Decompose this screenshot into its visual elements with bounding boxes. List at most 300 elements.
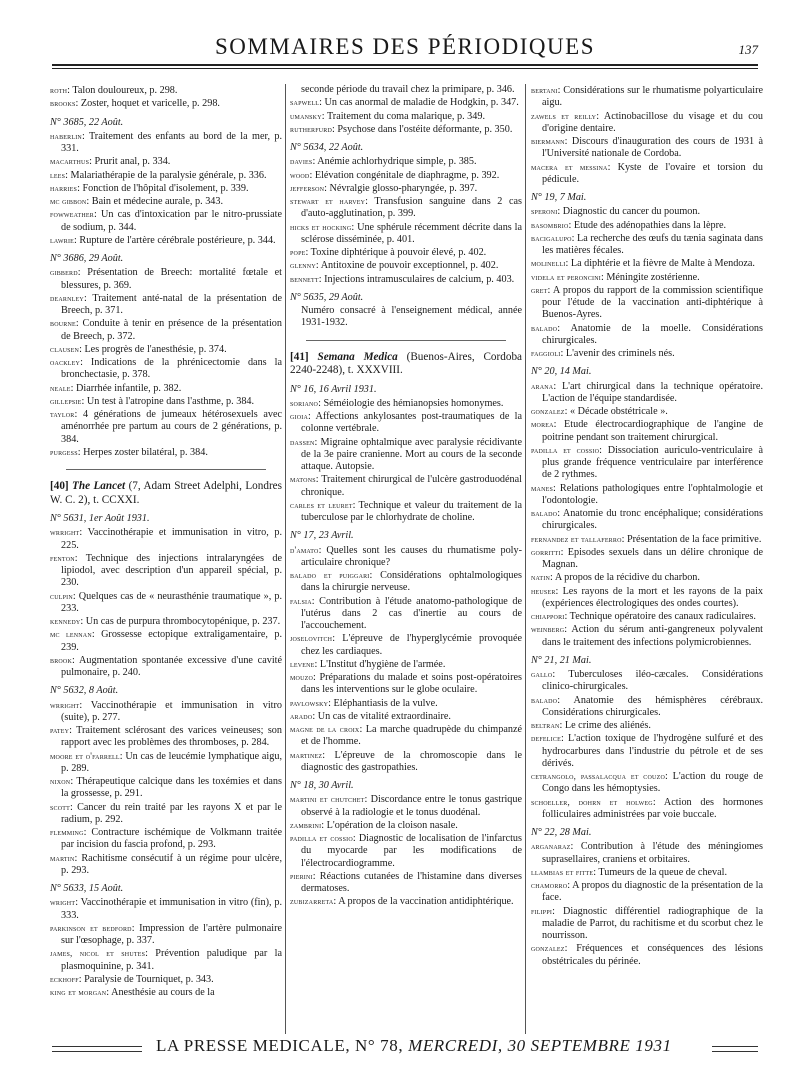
journal-heading — [50, 480, 282, 507]
article-title: : Anatomie des hémisphères cérébraux. Considérations chirurgicales. — [542, 694, 763, 718]
article-title: : Action du sérum anti-gangreneux polyvalent dans le traitement des infections polymicrobiennes. — [542, 624, 763, 648]
author-name: mc gibbon — [50, 196, 87, 206]
author-name: kennedy — [50, 616, 81, 626]
article-title: : L'avenir des criminels nés. — [560, 348, 675, 359]
author-name: chiappori — [531, 611, 565, 621]
author-name: bertani — [531, 85, 558, 95]
article-title: : La diphtérie et la fièvre de Malte à Mendoza. — [565, 258, 755, 270]
article-title: : Contribution à l'étude des méningiomes suprasellaires, craniens et orbitaires. — [542, 841, 763, 865]
footer-day: MERCREDI, — [408, 1036, 503, 1055]
author-name: joselovitch — [290, 633, 333, 644]
article-title: : Présentation de la face primitive. — [621, 533, 762, 545]
author-name: zawels et reilly — [531, 110, 597, 121]
article-entry — [290, 658, 522, 671]
issue-heading: N° 5634, 22 Août. — [290, 142, 364, 153]
author-name: chamorro — [531, 880, 568, 890]
article-title: : A propos de la vaccination antidiphtérique. — [333, 896, 514, 908]
author-name: padilla et cossio — [531, 444, 600, 455]
article-title: : Impression de l'artère pulmonaire sur l'œsophage, p. 337. — [61, 922, 282, 946]
article-entry — [290, 397, 522, 410]
article-entry — [50, 169, 282, 182]
article-entry — [290, 632, 522, 658]
article-title: : Thérapeutique calcique dans les toxémies et dans la grossesse, p. 291. — [61, 776, 282, 800]
author-name: mc lennan — [50, 629, 92, 640]
article-title: : Anesthésie au cours de la — [106, 987, 215, 998]
column-divider — [525, 84, 526, 1034]
issue-heading: N° 5632, 8 Août. — [50, 685, 119, 697]
article-entry — [50, 446, 282, 459]
article-entry — [531, 322, 763, 348]
article-title: : Tumeurs de la queue de cheval. — [593, 866, 728, 878]
author-name: martini et chutchet — [290, 794, 365, 805]
author-name: flemming — [50, 827, 84, 837]
article-entry — [50, 750, 282, 776]
article-entry — [290, 473, 522, 499]
article-entry — [290, 246, 522, 259]
issue-heading: N° 19, 7 Mai. — [531, 192, 587, 203]
author-name: rutherfurd — [290, 123, 333, 134]
article-entry — [50, 801, 282, 827]
author-name: matons — [290, 474, 316, 485]
article-entry — [290, 110, 522, 123]
author-name: speroni — [531, 206, 558, 217]
author-name: dearnley — [50, 292, 84, 303]
author-name: martin — [50, 852, 75, 863]
article-title: : Technique opératoire des canaux radiculaires. — [564, 611, 756, 622]
journal-details: (Buenos-Aires, Cordoba 2240-2248), t. XXXVIII. — [290, 350, 523, 376]
author-name: gibberd — [50, 267, 78, 278]
article-entry — [290, 595, 522, 633]
author-name: natin — [531, 572, 550, 583]
article-entry-text: Numéro consacré à l'enseignement médical, année 1931-1932. — [301, 305, 522, 329]
article-title: : Traitement sclérosant des varices veineuses; son rapport avec les problèmes des thromboses, p. 284. — [61, 725, 282, 749]
article-entry — [290, 723, 522, 749]
article-title: : Fonction de l'hôpital d'isolement, p. 339. — [77, 182, 249, 194]
article-title: : Considérations sur le rhumatisme polyarticulaire aigu. — [542, 85, 763, 109]
article-title: : Méningite zostérienne. — [600, 271, 700, 283]
author-name: king et morgan — [50, 987, 107, 997]
author-name: fernandez et tallaferro — [531, 533, 622, 544]
author-name: purgess — [50, 446, 78, 457]
article-entry — [531, 84, 763, 110]
article-title: : Une sphérule récemment décrite dans la sclérose disséminée, p. 401. — [301, 221, 522, 245]
author-name: wright — [50, 897, 76, 908]
author-name: clausen — [50, 343, 80, 354]
article-entry — [50, 552, 282, 590]
article-entry — [290, 870, 522, 896]
author-name: d'amato — [290, 544, 319, 555]
article-entry — [290, 697, 522, 710]
article-entry — [531, 840, 763, 866]
column-1 — [50, 84, 282, 999]
article-title: : Technique des injections intralaryngées de lipiodol, avec description d'un appareil spécial, p. 230. — [61, 552, 282, 589]
author-name: parkinson et bedford — [50, 922, 132, 933]
article-entry — [290, 671, 522, 697]
article-entry — [290, 819, 522, 832]
article-entry — [531, 257, 763, 270]
author-name: gonzalez — [531, 943, 565, 954]
article-title: : Traitement anté-natal de la présentation de Breech, p. 371. — [61, 292, 282, 316]
article-title: : Contracture ischémique de Volkmann traitée par incision du fascia profond, p. 293. — [61, 827, 282, 851]
author-name: molinelli — [531, 258, 566, 269]
author-name: jefferson — [290, 182, 325, 193]
article-entry — [290, 96, 522, 109]
journal-number: [41] — [290, 350, 309, 363]
author-name: hicks et hocking — [290, 221, 352, 232]
author-name: morea — [531, 419, 554, 430]
article-title: : Paralysie de Tourniquet, p. 343. — [78, 973, 214, 985]
article-entry — [531, 232, 763, 258]
article-title: : L'opération de la cloison nasale. — [321, 819, 458, 831]
author-name: schoeller, dohrn et holweg — [531, 796, 653, 807]
author-name: roth — [50, 85, 68, 95]
article-entry — [50, 317, 282, 343]
header-rule — [52, 64, 758, 66]
author-name: culpin — [50, 590, 73, 601]
article-title: : Augmentation spontanée excessive d'une cavité pulmonaire, p. 240. — [61, 654, 282, 678]
article-entry — [531, 271, 763, 284]
article-title: : Technique et valeur du traitement de la tuberculose par le chlorhydrate de choline. — [301, 499, 522, 523]
article-entry — [290, 710, 522, 723]
article-entry — [50, 922, 282, 948]
article-title: : Affections ankylosantes post-traumatiques de la colonne vertébrale. — [301, 411, 522, 435]
article-entry — [290, 499, 522, 525]
article-title: : Un cas de vitalité extraordinaire. — [312, 710, 451, 722]
article-entry — [290, 182, 522, 195]
author-name: umansky — [290, 110, 322, 121]
article-entry — [290, 169, 522, 182]
article-title: : Etude électrocardiographique de l'angine de poitrine pendant son traitement chirurgical. — [542, 419, 763, 443]
author-name: balado — [531, 322, 558, 333]
article-entry — [50, 973, 282, 986]
author-name: balado — [531, 694, 558, 705]
article-entry — [290, 410, 522, 436]
author-name: carles et leuret — [290, 499, 353, 510]
article-entry — [50, 155, 282, 168]
article-entry — [531, 533, 763, 546]
article-title: : Fréquences et conséquences des lésions obstétricales du périnée. — [542, 943, 763, 967]
article-entry — [531, 444, 763, 482]
article-entry — [290, 155, 522, 168]
author-name: beltran — [531, 720, 560, 730]
article-entry — [531, 380, 763, 406]
article-entry — [50, 234, 282, 247]
article-title: : Anatomie de la moelle. Considérations chirurgicales. — [542, 322, 763, 346]
article-entry — [290, 569, 522, 595]
article-title: : Traitement des enfants au bord de la mer, p. 331. — [61, 130, 282, 154]
article-entry — [50, 97, 282, 110]
article-entry — [50, 356, 282, 382]
author-name: brooks — [50, 98, 76, 109]
article-title: : A propos du diagnostic de la présentation de la face. — [542, 880, 763, 904]
article-title: : La marche quadrupède du chimpanzé et de l'homme. — [301, 724, 522, 748]
article-title: : Un cas de purpura thrombocytopénique, p. 237. — [80, 616, 281, 627]
author-name: harries — [50, 182, 78, 193]
article-entry — [50, 615, 282, 628]
article-entry — [290, 544, 522, 570]
issue-heading: N° 5635, 29 Août. — [290, 291, 364, 303]
article-title: : Les rayons de la mort et les rayons de la paix (expériences électrologiques des ondes courtes). — [542, 585, 763, 609]
article-entry — [290, 832, 522, 870]
article-title: : Diarrhée infantile, p. 382. — [70, 382, 182, 394]
author-name: gorritti — [531, 546, 561, 557]
author-name: soriano — [290, 397, 319, 408]
article-title: : L'Institut d'hygiène de l'armée. — [314, 658, 446, 670]
author-name: zubizarreta — [290, 896, 334, 907]
article-title: : Migraine ophtalmique avec paralysie récidivante de la 3e paire cranienne. Mort au cours de la seconde attaque. Autopsie. — [301, 436, 522, 472]
article-title: : Action des hormones folliculaires administrées par voie buccale. — [542, 796, 763, 820]
article-title: : Herpes zoster bilatéral, p. 384. — [77, 446, 208, 458]
journal-name: The Lancet — [72, 480, 126, 492]
author-name: balado — [531, 508, 558, 518]
author-name: lees — [50, 169, 66, 180]
article-title: : A propos du rapport de la commission scientifique pour l'étude de la vaccination anti-diphtérique à Buenos-Ayres. — [542, 284, 763, 321]
author-name: neale — [50, 382, 71, 393]
page-footer — [52, 1034, 758, 1060]
article-entry — [531, 205, 763, 218]
author-name: pope — [290, 247, 306, 257]
author-name: gonzalez — [531, 406, 565, 416]
article-title: : Préparations du malade et soins post-opératoires dans les interventions sur le globe oculaire. — [301, 672, 522, 696]
article-title: : Dissociation auriculo-ventriculaire à plus grande fréquence ventriculaire par interférence de 2 rythmes. — [542, 444, 763, 481]
article-entry — [50, 724, 282, 750]
article-title: : Présentation de Breech: mortalité fœtale et blessures, p. 369. — [61, 267, 282, 291]
article-entry — [531, 507, 763, 533]
article-title: : Elévation congénitale de diaphragme, p. 392. — [309, 169, 500, 181]
issue-heading: N° 20, 14 Mai. — [531, 366, 592, 378]
article-entry — [531, 219, 763, 232]
article-title: : Un cas d'intoxication par le nitro-prussiate de sodium, p. 344. — [61, 209, 282, 233]
issue-heading: N° 17, 23 Avril. — [290, 530, 354, 542]
article-entry — [50, 896, 282, 922]
article-entry — [50, 654, 282, 680]
author-name: wrright — [50, 699, 80, 710]
author-name: filippi — [531, 905, 553, 916]
author-name: magne de la croix — [290, 724, 360, 734]
author-name: taylor — [50, 409, 75, 419]
page-title: SOMMAIRES DES PÉRIODIQUES — [215, 34, 595, 59]
issue-heading: N° 3686, 29 Août. — [50, 253, 124, 264]
column-divider — [285, 84, 286, 1034]
article-entry — [531, 585, 763, 611]
author-name: sapwell — [290, 97, 320, 108]
article-entry — [290, 436, 522, 474]
article-entry — [531, 610, 763, 623]
author-name: zambrini — [290, 819, 322, 830]
article-title: : Les progrès de l'anesthésie, p. 374. — [79, 343, 227, 355]
author-name: eckhoff — [50, 973, 79, 984]
article-title: : Séméiologie des hémianopsies homonymes. — [318, 397, 504, 409]
author-name: macarthus — [50, 156, 90, 167]
author-name: dassen — [290, 436, 315, 447]
author-name: oackley — [50, 357, 81, 367]
article-entry — [50, 826, 282, 852]
author-name: wrright — [50, 527, 80, 538]
author-name: stewart et harvey — [290, 196, 366, 206]
author-name: macera et messina — [531, 161, 608, 172]
article-title: : Zoster, hoquet et varicelle, p. 298. — [75, 98, 220, 110]
author-name: balado et puiggari — [290, 570, 370, 580]
author-name: gioia — [290, 411, 308, 421]
article-entry — [50, 947, 282, 973]
author-name: james, nicol et shutes — [50, 948, 146, 959]
article-entry — [531, 623, 763, 649]
article-title: : Actinobacillose du visage et du cou d'origine dentaire. — [542, 110, 763, 134]
author-name: faggioli — [531, 348, 561, 358]
article-title: : Vaccinothérapie et immunisation in vitro, p. 225. — [61, 527, 282, 551]
author-name: cetrangolo, passalacqua et couzo — [531, 771, 665, 781]
section-separator — [306, 340, 506, 341]
issue-heading: N° 3685, 22 Août. — [50, 116, 124, 128]
article-title: : Rupture de l'artère cérébrale postérieure, p. 344. — [74, 234, 276, 246]
article-title: : Etude des adénopathies dans la lèpre. — [568, 219, 727, 231]
article-entry — [531, 942, 763, 968]
article-title: : Névralgie glosso-pharyngée, p. 397. — [324, 182, 478, 194]
author-name: wood — [290, 169, 310, 180]
article-title: : Réactions cutanées de l'histamine dans diverses dermatoses. — [301, 870, 522, 894]
article-title: : 4 générations de jumeaux hétérosexuels avec aménorrhée pre partum au cours de 2 générations, p. 384. — [61, 409, 282, 445]
article-title: : Quelles sont les causes du rhumatisme poly-articulaire chronique? — [301, 544, 522, 568]
issue-heading: N° 5633, 15 Août. — [50, 883, 124, 894]
article-title: : Toxine diphtérique à pouvoir élevé, p. 402. — [305, 247, 487, 258]
article-entry — [531, 161, 763, 187]
article-entry — [50, 266, 282, 292]
author-name: manes — [531, 482, 554, 493]
article-title: : Rachitisme consécutif à un régime pour ulcère, p. 293. — [61, 852, 282, 876]
article-entry — [531, 571, 763, 584]
author-name: moore et o'farrell — [50, 750, 120, 761]
article-entry — [50, 382, 282, 395]
author-name: arado — [290, 710, 313, 721]
article-entry — [531, 879, 763, 905]
article-title: : Prévention paludique par la plasmoquinine, p. 341. — [61, 948, 282, 972]
author-name: heuser — [531, 585, 556, 596]
article-entry — [50, 775, 282, 801]
article-entry — [531, 418, 763, 444]
article-title: : L'épreuve de la chromoscopie dans le diagnostic des gastropathies. — [301, 749, 522, 773]
article-title: : L'épreuve de l'hyperglycémie provoquée chez les cardiaques. — [301, 633, 522, 657]
article-entry — [531, 866, 763, 879]
article-entry — [290, 123, 522, 136]
author-name: mouzo — [290, 672, 313, 682]
article-entry — [50, 182, 282, 195]
page-number: 137 — [738, 42, 758, 57]
author-name: bourne — [50, 318, 76, 329]
article-title: : Malariathérapie de la paralysie générale, p. 336. — [65, 169, 267, 181]
author-name: weinberg — [531, 624, 565, 635]
header-rule-thin — [52, 68, 758, 69]
journal-name: Semana Medica — [317, 350, 398, 363]
article-entry — [50, 699, 282, 725]
article-title: : L'action toxique de l'hydrogène sulfuré et des hydrocarbures dans l'industrie du pétrole et de ses dérivés. — [542, 733, 763, 769]
author-name: videla et peroncini — [531, 271, 601, 282]
article-title: : Bain et médecine aurale, p. 343. — [86, 196, 224, 207]
article-entry — [531, 719, 763, 732]
author-name: lawrie — [50, 234, 75, 245]
footer-rule-left — [52, 1046, 142, 1052]
author-name: pierini — [290, 870, 313, 881]
page-header — [52, 34, 758, 74]
article-title: : Vaccinothérapie et immunisation in vitro (fin), p. 333. — [61, 897, 282, 921]
article-title: : Diagnostic du cancer du poumon. — [557, 206, 700, 218]
author-name: llambias et fitte — [531, 866, 594, 877]
article-entry — [531, 796, 763, 822]
article-entry — [50, 292, 282, 318]
issue-heading: N° 5631, 1er Août 1931. — [50, 513, 150, 524]
author-name: fowweather — [50, 209, 94, 220]
footer-date: 30 SEPTEMBRE 1931 — [507, 1036, 672, 1055]
author-name: nixon — [50, 776, 71, 786]
article-title: : La recherche des œufs du tænia saginata dans les matières fécales. — [542, 232, 763, 256]
article-entry — [531, 405, 763, 418]
issue-heading: N° 22, 28 Mai. — [531, 827, 592, 838]
article-title: : Episodes sexuels dans un délire chronique de Magnan. — [542, 546, 763, 570]
issue-heading: N° 18, 30 Avril. — [290, 780, 354, 791]
author-name: patey — [50, 725, 70, 735]
article-entry — [50, 84, 282, 97]
author-name: bennett — [290, 273, 319, 284]
article-entry — [290, 273, 522, 286]
article-entry — [50, 408, 282, 446]
article-entry — [50, 526, 282, 552]
article-entry — [290, 259, 522, 272]
journal-heading — [290, 351, 522, 378]
article-title: : Grossesse ectopique extraligamentaire, p. 239. — [61, 629, 282, 653]
article-title: : Traitement chirurgical de l'ulcère gastroduodénal chronique. — [301, 474, 522, 498]
article-entry — [50, 852, 282, 878]
article-entry — [290, 221, 522, 247]
article-entry — [50, 590, 282, 616]
article-title: : Kyste de l'ovaire et torsion du pédicule. — [542, 161, 763, 185]
journal-details: (7, Adam Street Adelphi, Londres W. C. 2), t. CCXXI. — [50, 480, 282, 506]
article-title: : Un test à l'atropine dans l'asthme, p. 384. — [81, 395, 255, 407]
article-title: : Quelques cas de « neurasthénie traumatique », p. 233. — [61, 590, 282, 614]
author-name: defelice — [531, 733, 561, 744]
journal-number: [40] — [50, 480, 69, 492]
footer-journal: LA PRESSE MEDICALE, N° 78, — [156, 1036, 404, 1055]
article-title: : Contribution à l'étude anatomo-pathologique de l'utérus dans 2 cas d'inertie au cours de l'accouchement. — [301, 595, 522, 631]
author-name: arganaraz — [531, 841, 571, 852]
author-name: fenton — [50, 552, 75, 563]
article-title: : Diagnostic de localisation de l'infarctus du myocarde par les modifications de l'électrocardiogramme. — [301, 833, 522, 869]
article-title: : L'art chirurgical dans la technique opératoire. L'action de l'équipe standardisée. — [542, 380, 763, 404]
author-name: gallo — [531, 669, 553, 679]
article-title: : « Décade obstétricale ». — [564, 406, 668, 417]
author-name: martinez — [290, 749, 323, 760]
article-title: : Traitement du coma malarique, p. 349. — [321, 110, 486, 122]
article-title: : L'action du rouge de Congo dans les hémoptysies. — [542, 771, 764, 795]
article-entry — [290, 749, 522, 775]
article-title: : Discours d'inauguration des cours de 1931 à l'Université nationale de Cordoba. — [542, 136, 763, 160]
author-name: davies — [290, 156, 313, 167]
author-name: gillepsie — [50, 395, 82, 406]
article-entry — [290, 895, 522, 908]
article-entry — [531, 284, 763, 322]
article-entry — [531, 668, 763, 694]
article-entry — [531, 732, 763, 770]
article-entry — [531, 347, 763, 360]
article-title: : Anatomie du tronc encéphalique; considérations chirurgicales. — [542, 508, 763, 532]
author-name: levene — [290, 658, 315, 669]
article-title: : Talon douloureux, p. 298. — [67, 85, 178, 96]
article-title: : A propos de la récidive du charbon. — [550, 572, 700, 584]
author-name: gret — [531, 284, 548, 295]
article-entry — [50, 208, 282, 234]
author-name: bacigalupo — [531, 232, 572, 243]
article-entry — [50, 628, 282, 654]
article-entry — [50, 343, 282, 356]
article-title: : Considérations ophtalmologiques dans la chirurgie nerveuse. — [301, 570, 522, 594]
